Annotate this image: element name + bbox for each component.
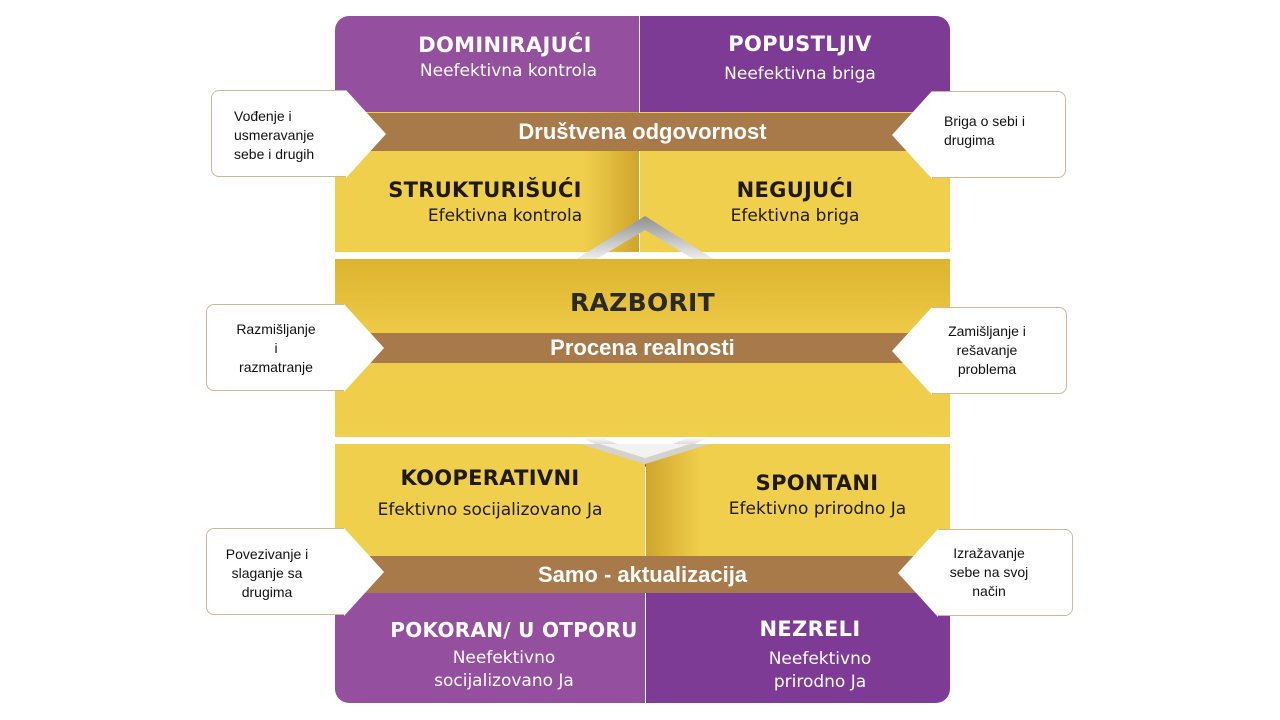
- note-bot-left-line3: drugima: [241, 584, 293, 600]
- note-bot-left-line2: slaganje sa: [231, 565, 303, 581]
- note-mid-left-arrow: [344, 304, 384, 392]
- note-top-left-line1: Vođenje i: [234, 108, 292, 124]
- note-bot-left-line1: Povezivanje i: [225, 546, 309, 562]
- note-top-right-line2: drugima: [944, 132, 995, 148]
- dominirajuci-title: DOMINIRAJUĆI: [418, 33, 592, 57]
- note-mid-right-line2: rešavanje: [956, 342, 1018, 358]
- note-top-right-arrow: [892, 91, 932, 179]
- nezreli-subtitle-line2: prirodno Ja: [773, 672, 867, 692]
- note-mid-right: [932, 307, 1067, 394]
- up-chevron-icon: [575, 216, 715, 260]
- note-top-left: [211, 90, 346, 177]
- band-drustvena-odgovornost: Društvena odgovornost: [335, 113, 950, 151]
- razborit-title: RAZBORIT: [569, 288, 716, 317]
- note-bot-left-arrow: [344, 528, 384, 616]
- note-bot-right-line1: Izražavanje: [953, 545, 1025, 561]
- note-mid-left-line2: i: [274, 340, 278, 356]
- note-mid-left: [206, 304, 344, 391]
- neguju-title: NEGUJUĆI: [736, 178, 854, 202]
- note-bot-right: [938, 529, 1073, 616]
- spontani-title: SPONTANI: [755, 471, 879, 495]
- pokoran-subtitle-line1: Neefektivno: [452, 648, 556, 668]
- note-mid-right-line1: Zamišljanje i: [948, 323, 1026, 339]
- strukturisuci-subtitle: Efektivna kontrola: [427, 206, 583, 226]
- down-wedge-icon: [580, 444, 710, 468]
- note-top-right: [932, 91, 1066, 178]
- popustljiv-title: POPUSTLJIV: [728, 32, 872, 56]
- popustljiv-subtitle: Neefektivna briga: [724, 64, 876, 84]
- nezreli-subtitle-line1: Neefektivno: [768, 649, 872, 669]
- spontani-subtitle: Efektivno prirodno Ja: [728, 499, 907, 519]
- note-top-left-line2: usmeravanje: [234, 127, 315, 143]
- neguju-subtitle: Efektivna briga: [730, 206, 860, 226]
- note-bot-right-line3: način: [972, 583, 1006, 599]
- note-mid-right-arrow: [892, 307, 932, 395]
- band-samo-aktualizacija: Samo - aktualizacija: [335, 556, 950, 593]
- kooperativni-title: KOOPERATIVNI: [400, 466, 580, 490]
- band-procena-realnosti: Procena realnosti: [335, 333, 950, 363]
- note-top-right-line1: Briga o sebi i: [944, 113, 1025, 129]
- note-bot-left: [206, 528, 344, 615]
- note-bot-right-arrow: [898, 529, 938, 617]
- pokoran-subtitle-line2: socijalizovano Ja: [434, 671, 574, 691]
- kooperativni-subtitle: Efektivno socijalizovano Ja: [377, 500, 603, 520]
- strukturisuci-title: STRUKTURIŠUĆI: [388, 178, 582, 202]
- note-bot-right-line2: sebe na svoj: [949, 564, 1029, 580]
- pokoran-title: POKORAN/ U OTPORU: [390, 618, 638, 642]
- note-mid-left-line3: razmatranje: [239, 359, 313, 375]
- note-mid-left-line1: Razmišljanje: [236, 321, 316, 337]
- note-mid-right-line3: problema: [957, 361, 1017, 377]
- note-top-left-arrow: [346, 90, 386, 178]
- dominirajuci-subtitle: Neefektivna kontrola: [419, 61, 598, 81]
- nezreli-title: NEZRELI: [759, 617, 861, 641]
- note-top-left-line3: sebe i drugih: [234, 146, 315, 162]
